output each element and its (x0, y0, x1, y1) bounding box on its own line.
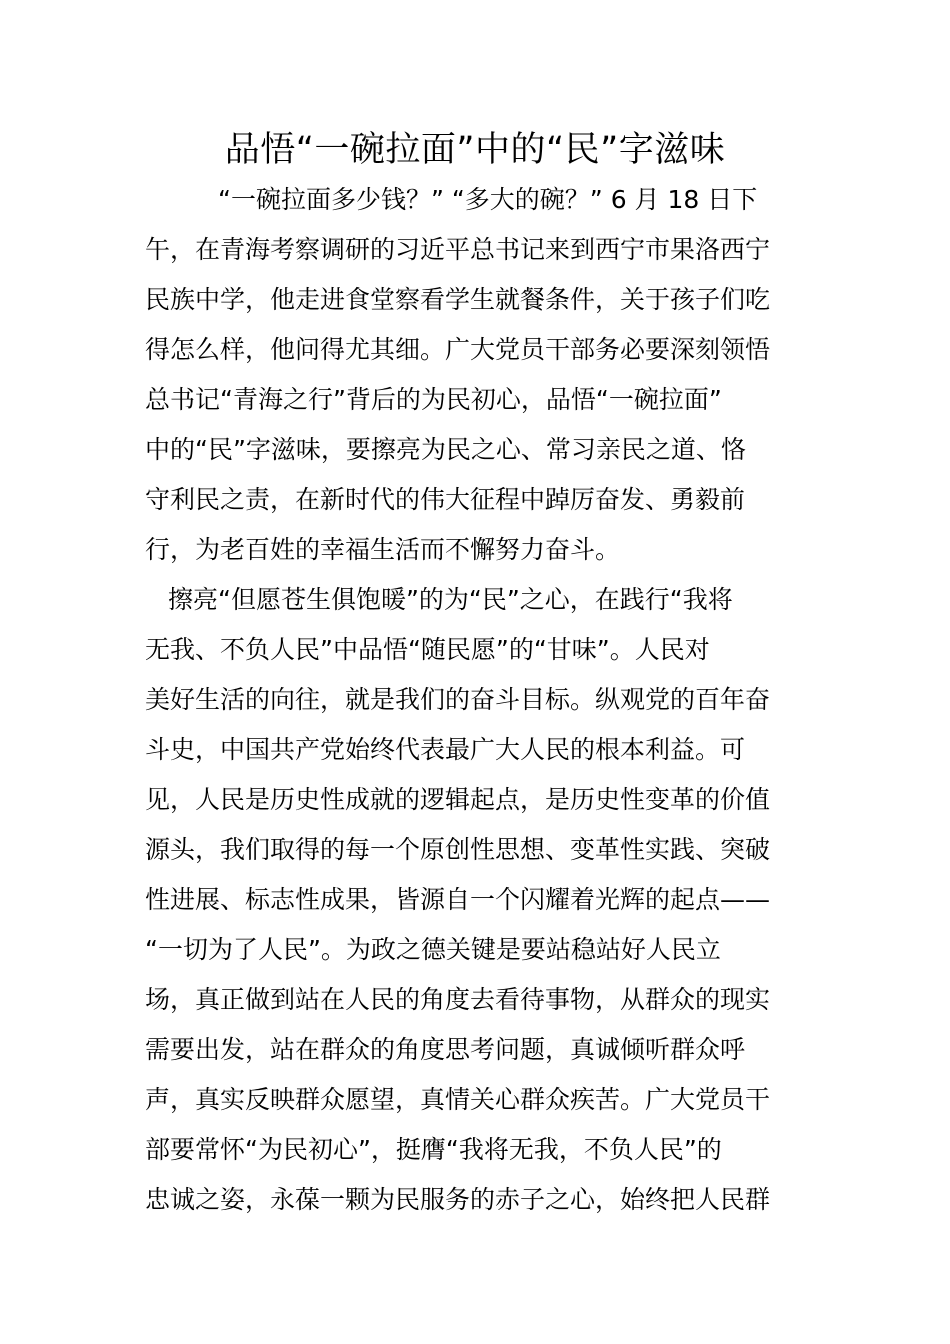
paragraph-line: 声，真实反映群众愿望，真情关心群众疾苦。广大党员干 (145, 1085, 771, 1114)
paragraph-line: 得怎么样，他问得尤其细。广大党员干部务必要深刻领悟 (145, 335, 771, 364)
paragraph-line: 场，真正做到站在人民的角度去看待事物，从群众的现实 (145, 985, 771, 1014)
paragraph-line: 守利民之责，在新时代的伟大征程中踔厉奋发、勇毅前 (145, 485, 746, 514)
paragraph-line: 性进展、标志性成果，皆源自一个闪耀着光辉的起点—— (145, 885, 771, 914)
paragraph-line: 午，在青海考察调研的习近平总书记来到西宁市果洛西宁 (145, 235, 771, 264)
paragraph-line: 源头，我们取得的每一个原创性思想、变革性实践、突破 (145, 835, 771, 864)
paragraph-line: 见，人民是历史性成就的逻辑起点，是历史性变革的价值 (145, 785, 771, 814)
document-title: 品悟“一碗拉面”中的“民”字滋味 (224, 130, 726, 170)
paragraph-line: 无我、不负人民”中品悟“随民愿”的“甘味”。人民对 (145, 635, 710, 664)
paragraph-line: 行，为老百姓的幸福生活而不懈努力奋斗。 (145, 535, 621, 564)
paragraph-line: “一切为了人民”。为政之德关键是要站稳站好人民立 (145, 935, 721, 964)
paragraph-line: “一碗拉面多少钱？” “多大的碗？” 6 月 18 日下 (218, 185, 758, 214)
paragraph-line: 总书记“青海之行”背后的为民初心，品悟“一碗拉面” (145, 385, 722, 414)
paragraph-line: 忠诚之姿，永葆一颗为民服务的赤子之心，始终把人民群 (145, 1185, 771, 1214)
paragraph-line: 需要出发，站在群众的角度思考问题，真诚倾听群众呼 (145, 1035, 746, 1064)
paragraph-line: 美好生活的向往，就是我们的奋斗目标。纵观党的百年奋 (145, 685, 771, 714)
paragraph-line: 擦亮“但愿苍生俱饱暖”的为“民”之心，在践行“我将 (168, 585, 733, 614)
paragraph-line: 民族中学，他走进食堂察看学生就餐条件，关于孩子们吃 (145, 285, 771, 314)
paragraph-line: 部要常怀“为民初心”，挺膺“我将无我，不负人民”的 (145, 1135, 722, 1164)
paragraph-line: 中的“民”字滋味，要擦亮为民之心、常习亲民之道、恪 (145, 435, 746, 464)
paragraph-line: 斗史，中国共产党始终代表最广大人民的根本利益。可 (145, 735, 746, 764)
